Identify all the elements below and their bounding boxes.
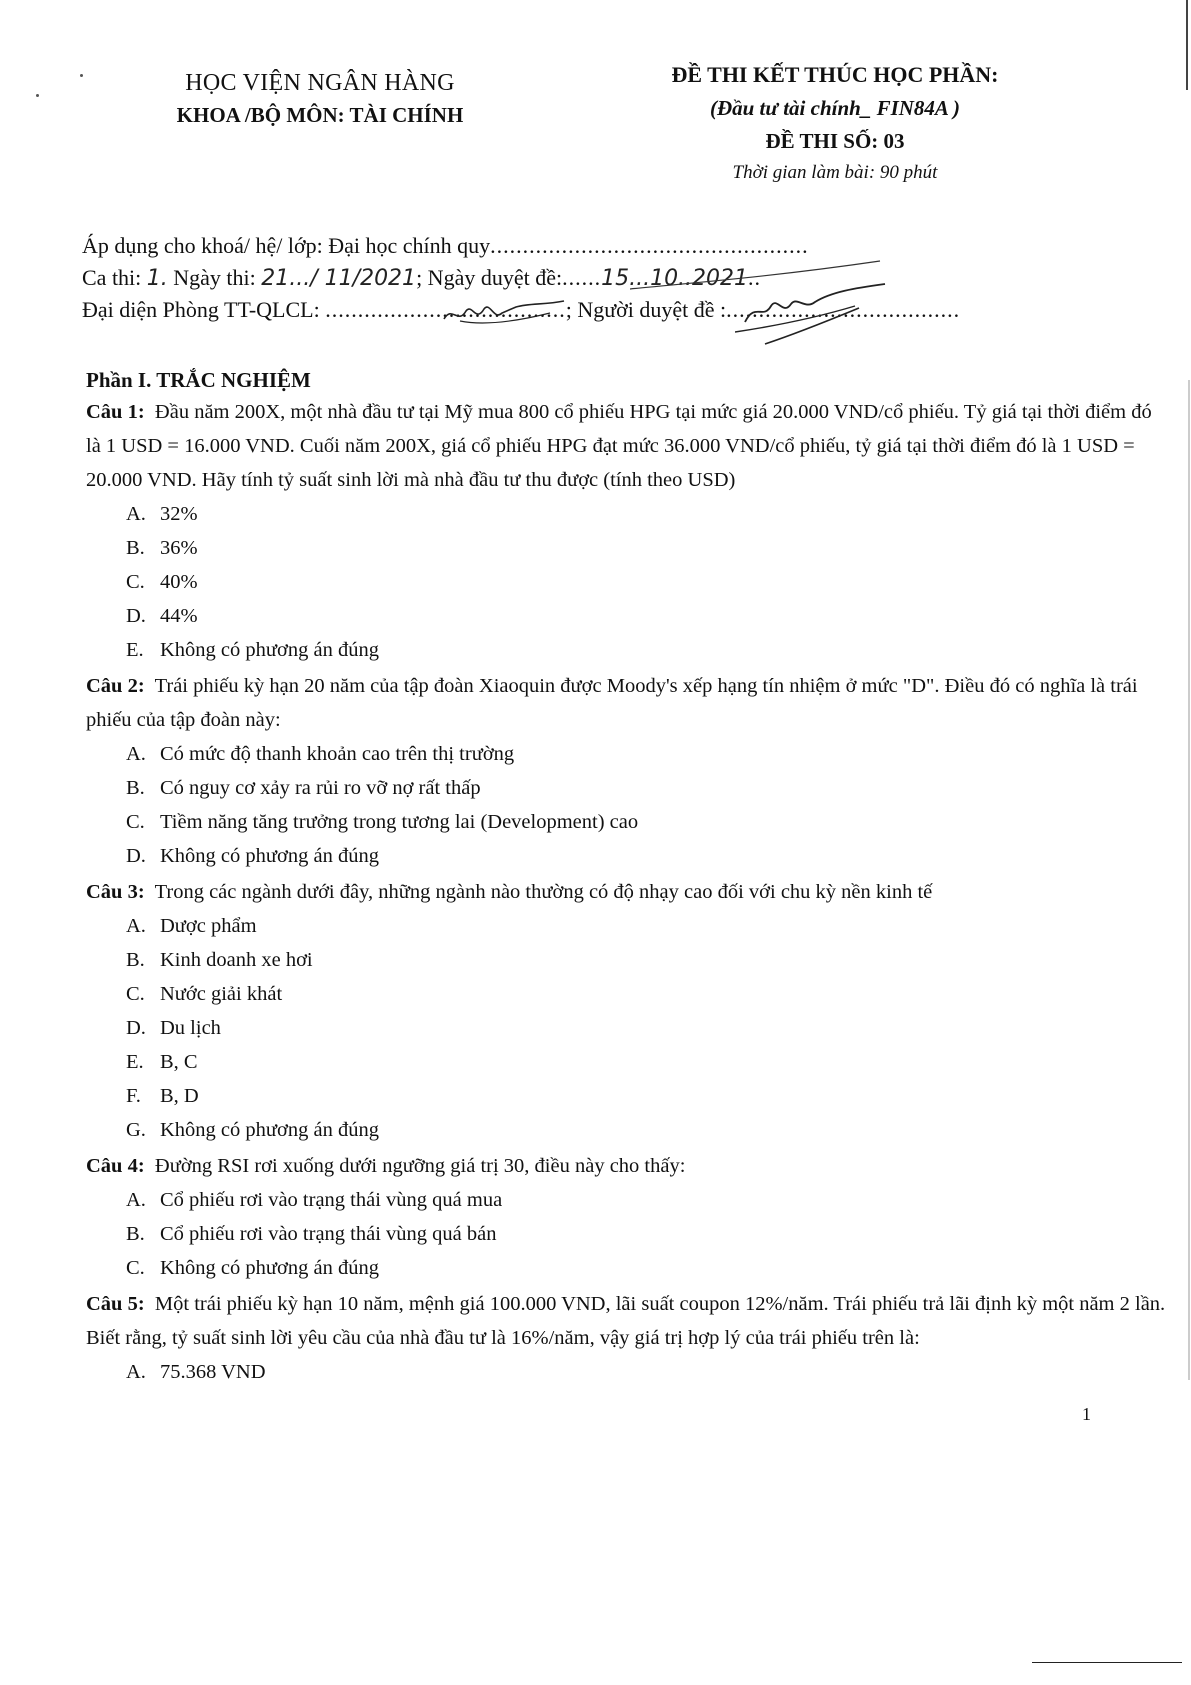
option-text: Kinh doanh xe hơi [160, 949, 313, 971]
institution-name: HỌC VIỆN NGÂN HÀNG [185, 70, 455, 96]
option-text: Không có phương án đúng [160, 1257, 379, 1279]
option-letter: A. [126, 915, 146, 937]
scan-edge-mark [1186, 0, 1188, 90]
option-item [126, 977, 1166, 1011]
option-item [126, 1217, 1166, 1251]
option-text: 44% [160, 605, 198, 627]
option-text: Không có phương án đúng [160, 845, 379, 867]
option-item [126, 1251, 1166, 1285]
question-body: Đầu năm 200X, một nhà đầu tư tại Mỹ mua 800 cổ phiếu HPG tại mức giá 20.000 VND/cổ phiếu. Tỷ giá tại thời điểm đó là 1 USD = 16.000 VND. Cuối năm 200X, giá cổ phiếu HPG đạt mức 36.000 VND/cổ phiếu, tỷ giá tại thời điểm đó là 1 USD = 20.000 VND. Hãy tính tỷ suất sinh lời mà nhà đầu tư thu được (tính theo USD) [86, 401, 1152, 491]
option-item [126, 599, 1166, 633]
option-text: 36% [160, 537, 198, 559]
exam-date-label: Ngày thi: [167, 265, 262, 290]
option-text: Du lịch [160, 1017, 221, 1039]
option-text: 32% [160, 503, 198, 525]
option-letter: B. [126, 949, 145, 971]
dotted-leader: ...... [562, 265, 602, 290]
question-body: Trong các ngành dưới đây, những ngành nào thường có độ nhạy cao đối với chu kỳ nền kinh tế [154, 881, 933, 903]
option-item [126, 1045, 1166, 1079]
question-text [86, 1149, 1166, 1183]
question-5 [86, 1287, 1166, 1389]
option-item [126, 909, 1166, 943]
option-text: Không có phương án đúng [160, 1119, 379, 1141]
exam-date-value: 21.../ 11/2021 [261, 266, 417, 291]
option-text: 40% [160, 571, 198, 593]
page-number: 1 [1082, 1404, 1091, 1424]
exam-title: ĐỀ THI KẾT THÚC HỌC PHẦN: [671, 62, 999, 87]
question-label: Câu 5: [86, 1293, 145, 1315]
option-letter: B. [126, 777, 145, 799]
option-letter: C. [126, 1257, 145, 1279]
header-left [150, 70, 490, 128]
option-letter: C. [126, 983, 145, 1005]
option-text: Tiềm năng tăng trưởng trong tương lai (Development) cao [160, 811, 639, 833]
option-letter: A. [126, 503, 146, 525]
option-text: Có nguy cơ xảy ra rủi ro vỡ nợ rất thấp [160, 777, 481, 799]
option-text: Cổ phiếu rơi vào trạng thái vùng quá mua [160, 1189, 503, 1211]
option-text: Cổ phiếu rơi vào trạng thái vùng quá bán [160, 1223, 497, 1245]
applies-label: Áp dụng cho khoá/ hệ/ lớp: Đại học chính quy [82, 233, 491, 258]
option-item [126, 839, 1166, 873]
dotted-leader: ................................................. [490, 233, 809, 258]
option-letter: B. [126, 1223, 145, 1245]
question-body: Đường RSI rơi xuống dưới ngưỡng giá trị 30, điều này cho thấy: [154, 1155, 686, 1177]
option-text: 75.368 VND [160, 1361, 266, 1383]
question-text [86, 395, 1166, 497]
scan-speck [36, 94, 39, 97]
question-label: Câu 1: [86, 401, 145, 423]
question-label: Câu 4: [86, 1155, 145, 1177]
question-text [86, 875, 1166, 909]
option-letter: B. [126, 537, 145, 559]
session-label: Ca thi: [82, 265, 147, 290]
approver-label: ; Người duyệt đề : [565, 297, 727, 322]
handwritten-stroke [630, 255, 890, 295]
option-list [86, 737, 1166, 873]
course-name: (Đầu tư tài chính_ FIN84A ) [709, 96, 961, 120]
option-letter: G. [126, 1119, 146, 1141]
option-letter: C. [126, 571, 145, 593]
question-label: Câu 3: [86, 881, 145, 903]
option-item [126, 1079, 1166, 1113]
scan-edge-shadow [1188, 380, 1190, 1380]
option-letter: F. [126, 1085, 141, 1107]
option-item [126, 943, 1166, 977]
option-text: B, D [160, 1085, 199, 1107]
question-text [86, 1287, 1166, 1355]
option-text: Dược phẩm [160, 915, 257, 937]
approve-date-value: 15...10..2021 [601, 266, 749, 291]
question-1 [86, 395, 1166, 667]
option-letter: D. [126, 845, 146, 867]
option-text: Có mức độ thanh khoản cao trên thị trường [160, 743, 515, 765]
option-item [126, 531, 1166, 565]
option-letter: D. [126, 1017, 146, 1039]
rep-label: Đại diện Phòng TT-QLCL: [82, 297, 326, 322]
option-letter: A. [126, 1189, 146, 1211]
option-letter: D. [126, 605, 146, 627]
exam-content [86, 368, 1166, 1389]
question-label: Câu 2: [86, 675, 145, 697]
dotted-leader: .. [748, 265, 762, 290]
exam-number: ĐỀ THI SỐ: 03 [765, 129, 905, 153]
approve-date-label: ; Ngày duyệt đề: [416, 265, 563, 290]
question-2 [86, 669, 1166, 873]
option-item [126, 1113, 1166, 1147]
option-item [126, 1011, 1166, 1045]
option-text: B, C [160, 1051, 198, 1073]
option-item [126, 565, 1166, 599]
option-letter: C. [126, 811, 145, 833]
option-text: Không có phương án đúng [160, 639, 379, 661]
option-letter: E. [126, 1051, 144, 1073]
option-list [86, 497, 1166, 667]
option-list [86, 1183, 1166, 1285]
section-title: Phần I. TRẮC NGHIỆM [86, 368, 311, 392]
question-body: Một trái phiếu kỳ hạn 10 năm, mệnh giá 100.000 VND, lãi suất coupon 12%/năm. Trái phiếu trả lãi định kỳ một năm 2 lần. Biết rằng, tỷ suất sinh lời yêu cầu của nhà đầu tư là 16%/năm, vậy giá trị hợp lý của trái phiếu trên là: [86, 1293, 1166, 1349]
department-name: KHOA /BỘ MÔN: TÀI CHÍNH [176, 103, 464, 127]
rep-signature [440, 295, 570, 335]
footer-rule [1032, 1662, 1182, 1663]
option-letter: A. [126, 743, 146, 765]
question-body: Trái phiếu kỳ hạn 20 năm của tập đoàn Xiaoquin được Moody's xếp hạng tín nhiệm ở mức "D". Điều đó có nghĩa là trái phiếu của tập đoàn này: [86, 675, 1138, 731]
option-item [126, 771, 1166, 805]
question-3 [86, 875, 1166, 1147]
header-right [625, 62, 1045, 184]
session-value: 1. [146, 266, 168, 291]
option-list [86, 1355, 1166, 1389]
question-4 [86, 1149, 1166, 1285]
option-item [126, 737, 1166, 771]
dotted-leader: .................................... [726, 297, 961, 322]
scan-speck [80, 74, 83, 77]
exam-duration: Thời gian làm bài: 90 phút [732, 162, 938, 183]
question-text [86, 669, 1166, 737]
option-list [86, 909, 1166, 1147]
option-item [126, 1355, 1166, 1389]
option-letter: A. [126, 1361, 146, 1383]
option-item [126, 497, 1166, 531]
option-letter: E. [126, 639, 144, 661]
option-item [126, 805, 1166, 839]
dotted-leader: ..................................... [325, 297, 566, 322]
option-item [126, 1183, 1166, 1217]
option-text: Nước giải khát [160, 983, 283, 1005]
option-item [126, 633, 1166, 667]
